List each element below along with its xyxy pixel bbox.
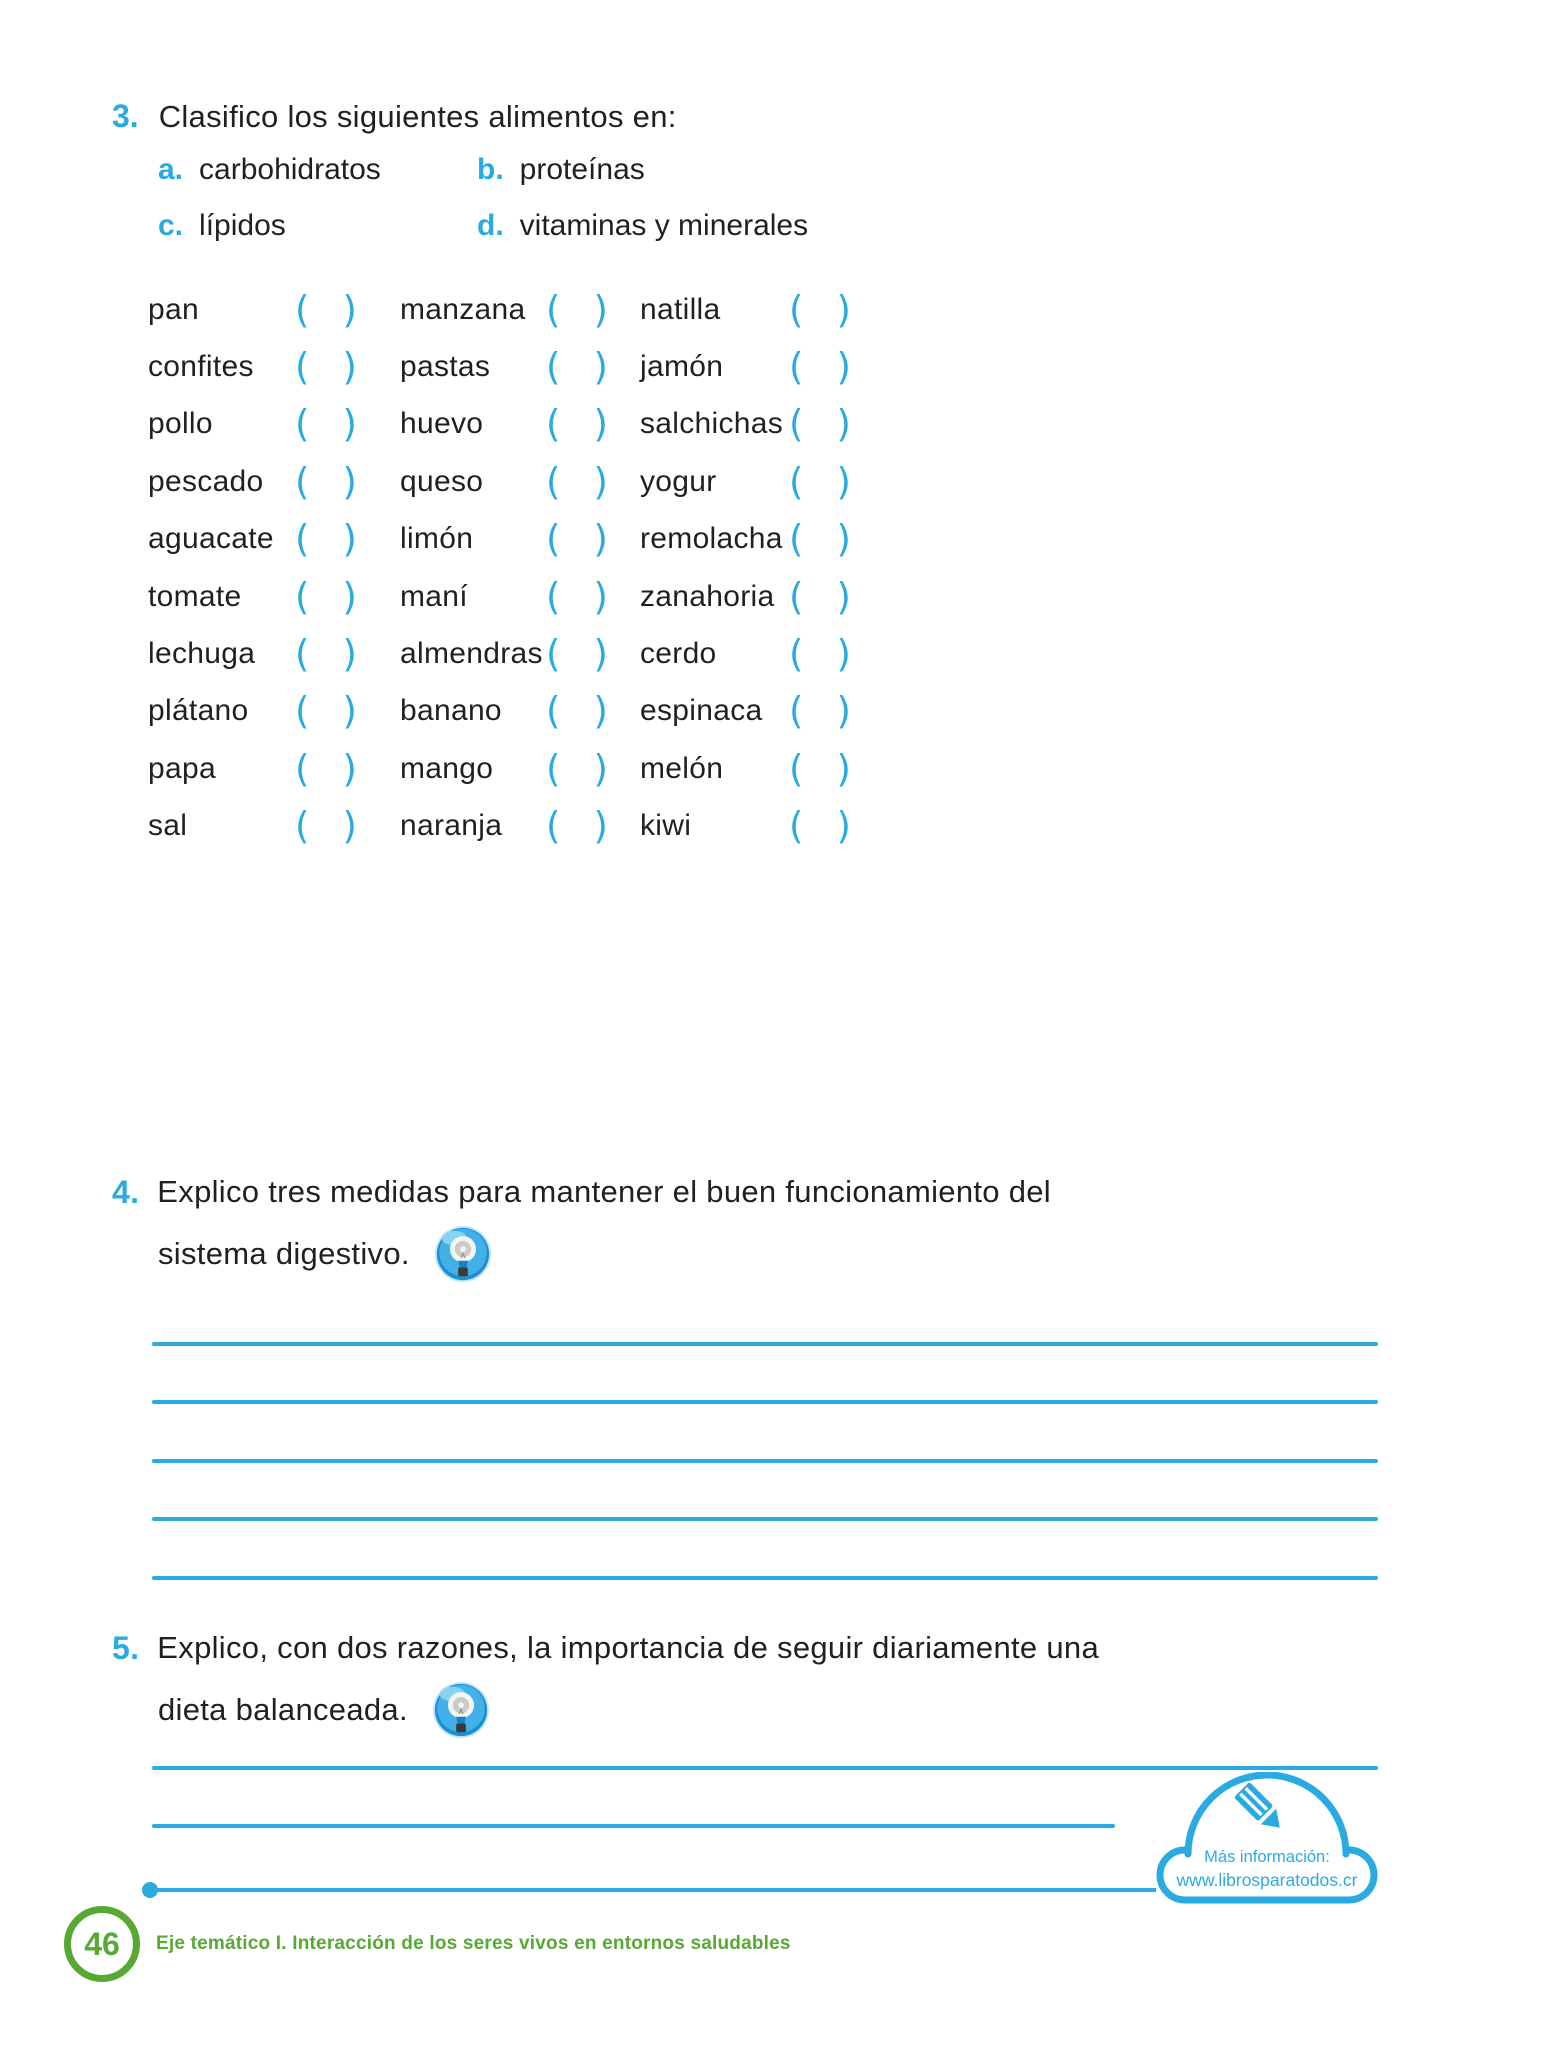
- paren-open: (: [546, 575, 561, 619]
- option-a-letter: a.: [158, 153, 184, 186]
- paren-close: ): [342, 747, 357, 791]
- answer-slot[interactable]: [789, 689, 851, 733]
- answer-slot[interactable]: [789, 747, 851, 791]
- paren-open: (: [546, 632, 561, 676]
- food-label: cerdo: [640, 637, 717, 671]
- food-label: jamón: [640, 350, 724, 384]
- paren-close: ): [593, 288, 608, 332]
- question-4-text-2: sistema digestivo.: [158, 1236, 410, 1271]
- paren-close: ): [342, 288, 357, 332]
- answer-slot[interactable]: [789, 402, 851, 446]
- answer-slot[interactable]: [295, 804, 357, 848]
- paren-close: ): [342, 689, 357, 733]
- option-c-letter: c.: [158, 209, 184, 242]
- paren-close: ): [342, 517, 357, 561]
- answer-slot[interactable]: [295, 460, 357, 504]
- answer-slot[interactable]: [546, 747, 608, 791]
- answer-slot[interactable]: [546, 689, 608, 733]
- answer-slot[interactable]: [295, 632, 357, 676]
- paren-close: ): [593, 575, 608, 619]
- answer-slot[interactable]: [295, 575, 357, 619]
- food-row: [148, 453, 888, 510]
- paren-open: (: [295, 402, 310, 446]
- paren-open: (: [546, 689, 561, 733]
- food-row: [148, 625, 888, 682]
- answer-line[interactable]: [152, 1766, 1378, 1770]
- paren-close: ): [836, 460, 851, 504]
- lightbulb-icon: [434, 1225, 492, 1283]
- info-badge[interactable]: [1156, 1772, 1378, 1904]
- question-3-title: Clasifico los siguientes alimentos en:: [158, 99, 677, 134]
- paren-open: (: [546, 402, 561, 446]
- paren-open: (: [295, 517, 310, 561]
- answer-slot[interactable]: [295, 747, 357, 791]
- answer-slot[interactable]: [546, 345, 608, 389]
- answer-line[interactable]: [152, 1459, 1378, 1463]
- option-b-letter: b.: [477, 153, 504, 186]
- option-b-label: proteínas: [519, 153, 645, 186]
- food-label: manzana: [400, 292, 526, 326]
- answer-line[interactable]: [152, 1576, 1378, 1580]
- question-5-text-2: dieta balanceada.: [158, 1692, 408, 1727]
- paren-open: (: [789, 804, 804, 848]
- food-label: natilla: [640, 292, 721, 326]
- paren-open: (: [789, 288, 804, 332]
- paren-open: (: [546, 517, 561, 561]
- food-label: salchichas: [640, 407, 784, 441]
- question-4-text: Explico tres medidas para mantener el buen funcionamiento del: [157, 1174, 1051, 1209]
- food-list: [148, 281, 888, 855]
- food-label: almendras: [400, 637, 543, 671]
- food-label: maní: [400, 579, 468, 613]
- answer-slot[interactable]: [546, 804, 608, 848]
- paren-open: (: [789, 345, 804, 389]
- answer-slot[interactable]: [789, 632, 851, 676]
- food-row: [148, 511, 888, 568]
- food-label: sal: [148, 809, 188, 843]
- option-c: [158, 209, 286, 243]
- question-4-number: 4.: [112, 1173, 140, 1210]
- food-label: kiwi: [640, 809, 692, 843]
- paren-close: ): [836, 689, 851, 733]
- answer-slot[interactable]: [295, 288, 357, 332]
- footer-divider: [150, 1888, 1156, 1892]
- food-label: remolacha: [640, 522, 783, 556]
- food-row: [148, 338, 888, 395]
- answer-slot[interactable]: [546, 288, 608, 332]
- paren-close: ): [342, 632, 357, 676]
- paren-close: ): [593, 402, 608, 446]
- paren-open: (: [546, 460, 561, 504]
- answer-line[interactable]: [152, 1342, 1378, 1346]
- page-number-badge: [64, 1906, 140, 1982]
- food-row: [148, 798, 888, 855]
- info-badge-line-1: Más información:: [1204, 1848, 1330, 1866]
- paren-open: (: [295, 689, 310, 733]
- answer-slot[interactable]: [789, 804, 851, 848]
- paren-open: (: [295, 747, 310, 791]
- answer-line[interactable]: [152, 1400, 1378, 1404]
- food-label: huevo: [400, 407, 484, 441]
- paren-open: (: [295, 460, 310, 504]
- paren-open: (: [789, 517, 804, 561]
- paren-open: (: [789, 689, 804, 733]
- paren-open: (: [789, 402, 804, 446]
- answer-line[interactable]: [152, 1824, 1115, 1828]
- paren-open: (: [295, 345, 310, 389]
- food-label: naranja: [400, 809, 503, 843]
- option-d: [477, 209, 808, 243]
- footer-title: Eje temático I. Interacción de los seres vivos en entornos saludables: [156, 1933, 791, 1954]
- food-label: queso: [400, 464, 484, 498]
- food-label: plátano: [148, 694, 249, 728]
- paren-open: (: [546, 288, 561, 332]
- question-5: [112, 1617, 1099, 1741]
- answer-slot[interactable]: [295, 689, 357, 733]
- question-3-heading: [112, 98, 677, 135]
- answer-slot[interactable]: [546, 517, 608, 561]
- paren-close: ): [836, 575, 851, 619]
- option-c-label: lípidos: [199, 209, 286, 242]
- answer-slot[interactable]: [295, 402, 357, 446]
- answer-slot[interactable]: [295, 345, 357, 389]
- answer-line[interactable]: [152, 1517, 1378, 1521]
- answer-slot[interactable]: [546, 575, 608, 619]
- paren-close: ): [593, 804, 608, 848]
- answer-slot[interactable]: [789, 460, 851, 504]
- paren-open: (: [789, 632, 804, 676]
- food-row: [148, 281, 888, 338]
- food-label: aguacate: [148, 522, 274, 556]
- paren-close: ): [836, 402, 851, 446]
- question-5-line-2: [112, 1679, 1099, 1741]
- food-label: pan: [148, 292, 199, 326]
- paren-close: ): [593, 517, 608, 561]
- option-d-letter: d.: [477, 209, 504, 242]
- paren-open: (: [295, 288, 310, 332]
- paren-close: ): [836, 632, 851, 676]
- answer-slot[interactable]: [546, 460, 608, 504]
- food-label: mango: [400, 751, 494, 785]
- food-row: [148, 740, 888, 797]
- food-label: melón: [640, 751, 724, 785]
- food-label: pollo: [148, 407, 213, 441]
- paren-open: (: [789, 747, 804, 791]
- food-label: espinaca: [640, 694, 763, 728]
- paren-open: (: [546, 747, 561, 791]
- food-row: [148, 683, 888, 740]
- paren-close: ): [593, 747, 608, 791]
- question-4-line-1: [112, 1161, 1051, 1223]
- paren-open: (: [789, 575, 804, 619]
- paren-close: ): [836, 747, 851, 791]
- paren-close: ): [836, 804, 851, 848]
- paren-close: ): [836, 288, 851, 332]
- lightbulb-icon: [432, 1681, 490, 1739]
- food-label: pescado: [148, 464, 264, 498]
- paren-close: ): [342, 804, 357, 848]
- option-a: [158, 153, 381, 187]
- food-row: [148, 396, 888, 453]
- question-5-text: Explico, con dos razones, la importancia de seguir diariamente una: [157, 1630, 1099, 1665]
- option-a-label: carbohidratos: [199, 153, 381, 186]
- food-label: yogur: [640, 464, 717, 498]
- paren-close: ): [342, 460, 357, 504]
- food-label: banano: [400, 694, 502, 728]
- paren-close: ): [342, 575, 357, 619]
- option-d-label: vitaminas y minerales: [519, 209, 809, 242]
- food-label: tomate: [148, 579, 242, 613]
- food-label: zanahoria: [640, 579, 775, 613]
- paren-close: ): [593, 689, 608, 733]
- paren-close: ): [342, 345, 357, 389]
- paren-close: ): [836, 345, 851, 389]
- food-label: lechuga: [148, 637, 256, 671]
- answer-slot[interactable]: [789, 288, 851, 332]
- food-label: confites: [148, 350, 254, 384]
- paren-close: ): [342, 402, 357, 446]
- page-number: 46: [84, 1925, 120, 1962]
- food-row: [148, 568, 888, 625]
- paren-open: (: [546, 345, 561, 389]
- answer-slot[interactable]: [546, 632, 608, 676]
- paren-close: ): [593, 460, 608, 504]
- food-label: pastas: [400, 350, 491, 384]
- option-b: [477, 153, 645, 187]
- paren-open: (: [789, 460, 804, 504]
- paren-close: ): [593, 345, 608, 389]
- answer-slot[interactable]: [789, 517, 851, 561]
- answer-slot[interactable]: [789, 345, 851, 389]
- paren-close: ): [836, 517, 851, 561]
- paren-open: (: [546, 804, 561, 848]
- question-4: [112, 1161, 1051, 1285]
- question-3-number: 3.: [112, 98, 139, 134]
- food-label: limón: [400, 522, 474, 556]
- paren-open: (: [295, 632, 310, 676]
- question-5-line-1: [112, 1617, 1099, 1679]
- question-4-line-2: [112, 1223, 1051, 1285]
- info-badge-line-2: www.librosparatodos.cr: [1176, 1870, 1358, 1890]
- paren-open: (: [295, 575, 310, 619]
- paren-open: (: [295, 804, 310, 848]
- food-label: papa: [148, 751, 216, 785]
- answer-slot[interactable]: [546, 402, 608, 446]
- answer-slot[interactable]: [295, 517, 357, 561]
- paren-close: ): [593, 632, 608, 676]
- answer-slot[interactable]: [789, 575, 851, 619]
- question-5-number: 5.: [112, 1629, 140, 1666]
